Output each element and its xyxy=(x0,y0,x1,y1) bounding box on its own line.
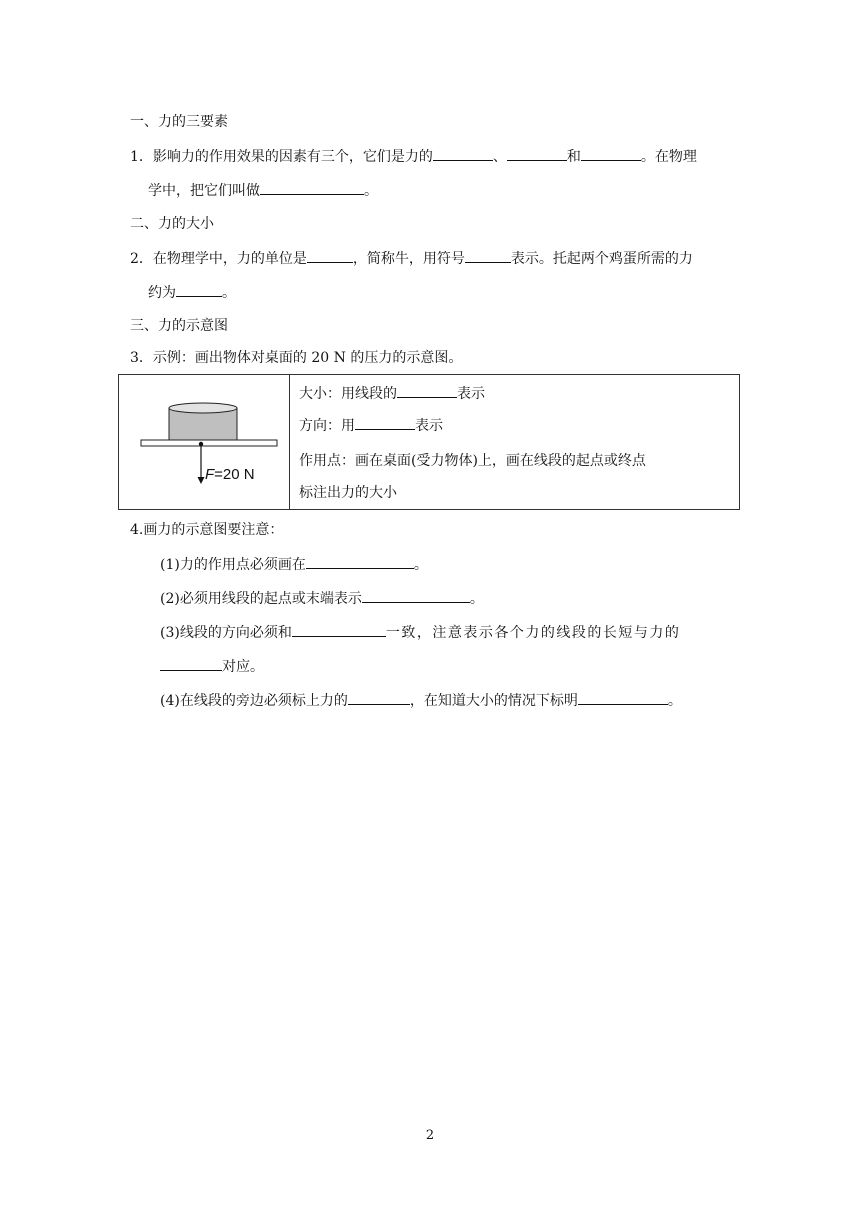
force-diagram-svg xyxy=(119,375,289,509)
item3-text-c: 对应。 xyxy=(222,659,264,675)
cell-size-blank[interactable] xyxy=(397,383,457,398)
item4-text-b: ，在知道大小的情况下标明 xyxy=(409,693,578,709)
item4-text-a: (4)在线段的旁边必须标上力的 xyxy=(160,693,348,709)
item2-blank[interactable] xyxy=(362,588,470,603)
q2-blank-3[interactable] xyxy=(176,282,222,297)
q1-blank-4[interactable] xyxy=(260,180,364,195)
table-surface xyxy=(141,440,277,446)
item-4 xyxy=(160,690,682,711)
item3-blank-1[interactable] xyxy=(292,622,386,637)
item-3-line2 xyxy=(160,656,264,677)
force-arrow-head xyxy=(198,477,205,484)
q2-text-c: 表示。托起两个鸡蛋所需的力 xyxy=(510,251,693,267)
item1-text-b: 。 xyxy=(413,557,428,573)
cell-action-point: 作用点：画在桌面(受力物体)上，画在线段的起点或终点 xyxy=(299,453,646,469)
cell-size xyxy=(299,383,485,404)
question-3: 3．示例：画出物体对桌面的 20 N 的压力的示意图。 xyxy=(130,350,463,366)
force-label-symbol: F xyxy=(205,466,215,483)
force-diagram xyxy=(119,375,289,509)
item4-blank-1[interactable] xyxy=(348,690,410,705)
cell-dir-a: 方向：用 xyxy=(299,418,355,434)
force-label-value: =20 N xyxy=(214,466,255,483)
q2-text-a: 2．在物理学中，力的单位是 xyxy=(130,251,307,267)
cell-direction xyxy=(299,415,443,436)
item2-text-b: 。 xyxy=(469,591,484,607)
item-2 xyxy=(160,588,484,609)
action-point xyxy=(199,442,203,446)
q1-text-b: 。在物理 xyxy=(640,149,697,165)
item2-text-a: (2)必须用线段的起点或末端表示 xyxy=(160,591,362,607)
q2-text-d: 约为 xyxy=(148,285,176,301)
cylinder-top xyxy=(169,403,237,413)
q1-text-a: 1．影响力的作用效果的因素有三个，它们是力的 xyxy=(130,149,433,165)
question-1-line2 xyxy=(148,180,378,201)
item1-text-a: (1)力的作用点必须画在 xyxy=(160,557,306,573)
section3-heading: 三、力的示意图 xyxy=(130,318,228,334)
section4-heading: 4.画力的示意图要注意： xyxy=(130,522,284,538)
question-2-line1 xyxy=(130,248,693,269)
question-1-line1 xyxy=(130,146,697,167)
section2-heading: 二、力的大小 xyxy=(130,216,214,232)
section1-heading: 一、力的三要素 xyxy=(130,114,228,130)
item-1 xyxy=(160,554,428,575)
q2-text-b: ，简称牛，用符号 xyxy=(352,251,465,267)
force-label xyxy=(205,466,255,483)
cell-label: 标注出力的大小 xyxy=(299,485,397,501)
cell-size-b: 表示 xyxy=(457,386,485,402)
q1-text-d: 。 xyxy=(364,183,378,199)
q2-text-e: 。 xyxy=(222,285,236,301)
table-divider xyxy=(289,375,290,509)
cell-size-a: 大小：用线段的 xyxy=(299,386,397,402)
question-2-line2 xyxy=(148,282,236,303)
cell-dir-blank[interactable] xyxy=(355,415,415,430)
q1-blank-1[interactable] xyxy=(433,146,493,161)
q1-blank-3[interactable] xyxy=(581,146,641,161)
item-3-line1 xyxy=(160,622,680,643)
item3-text-a: (3)线段的方向必须和 xyxy=(160,625,292,641)
q1-sep-2: 和 xyxy=(566,149,581,165)
example-table xyxy=(118,374,740,510)
page-number: 2 xyxy=(425,1128,435,1143)
q2-blank-1[interactable] xyxy=(307,248,353,263)
item4-text-c: 。 xyxy=(667,693,682,709)
q2-blank-2[interactable] xyxy=(465,248,511,263)
item1-blank[interactable] xyxy=(306,554,414,569)
q1-sep-1: 、 xyxy=(492,149,507,165)
item3-text-b: 一致，注意表示各个力的线段的长短与力的 xyxy=(385,625,681,641)
item3-blank-2[interactable] xyxy=(160,656,222,671)
item4-blank-2[interactable] xyxy=(578,690,668,705)
q1-text-c: 学中，把它们叫做 xyxy=(148,183,260,199)
q1-blank-2[interactable] xyxy=(507,146,567,161)
cell-dir-b: 表示 xyxy=(415,418,443,434)
